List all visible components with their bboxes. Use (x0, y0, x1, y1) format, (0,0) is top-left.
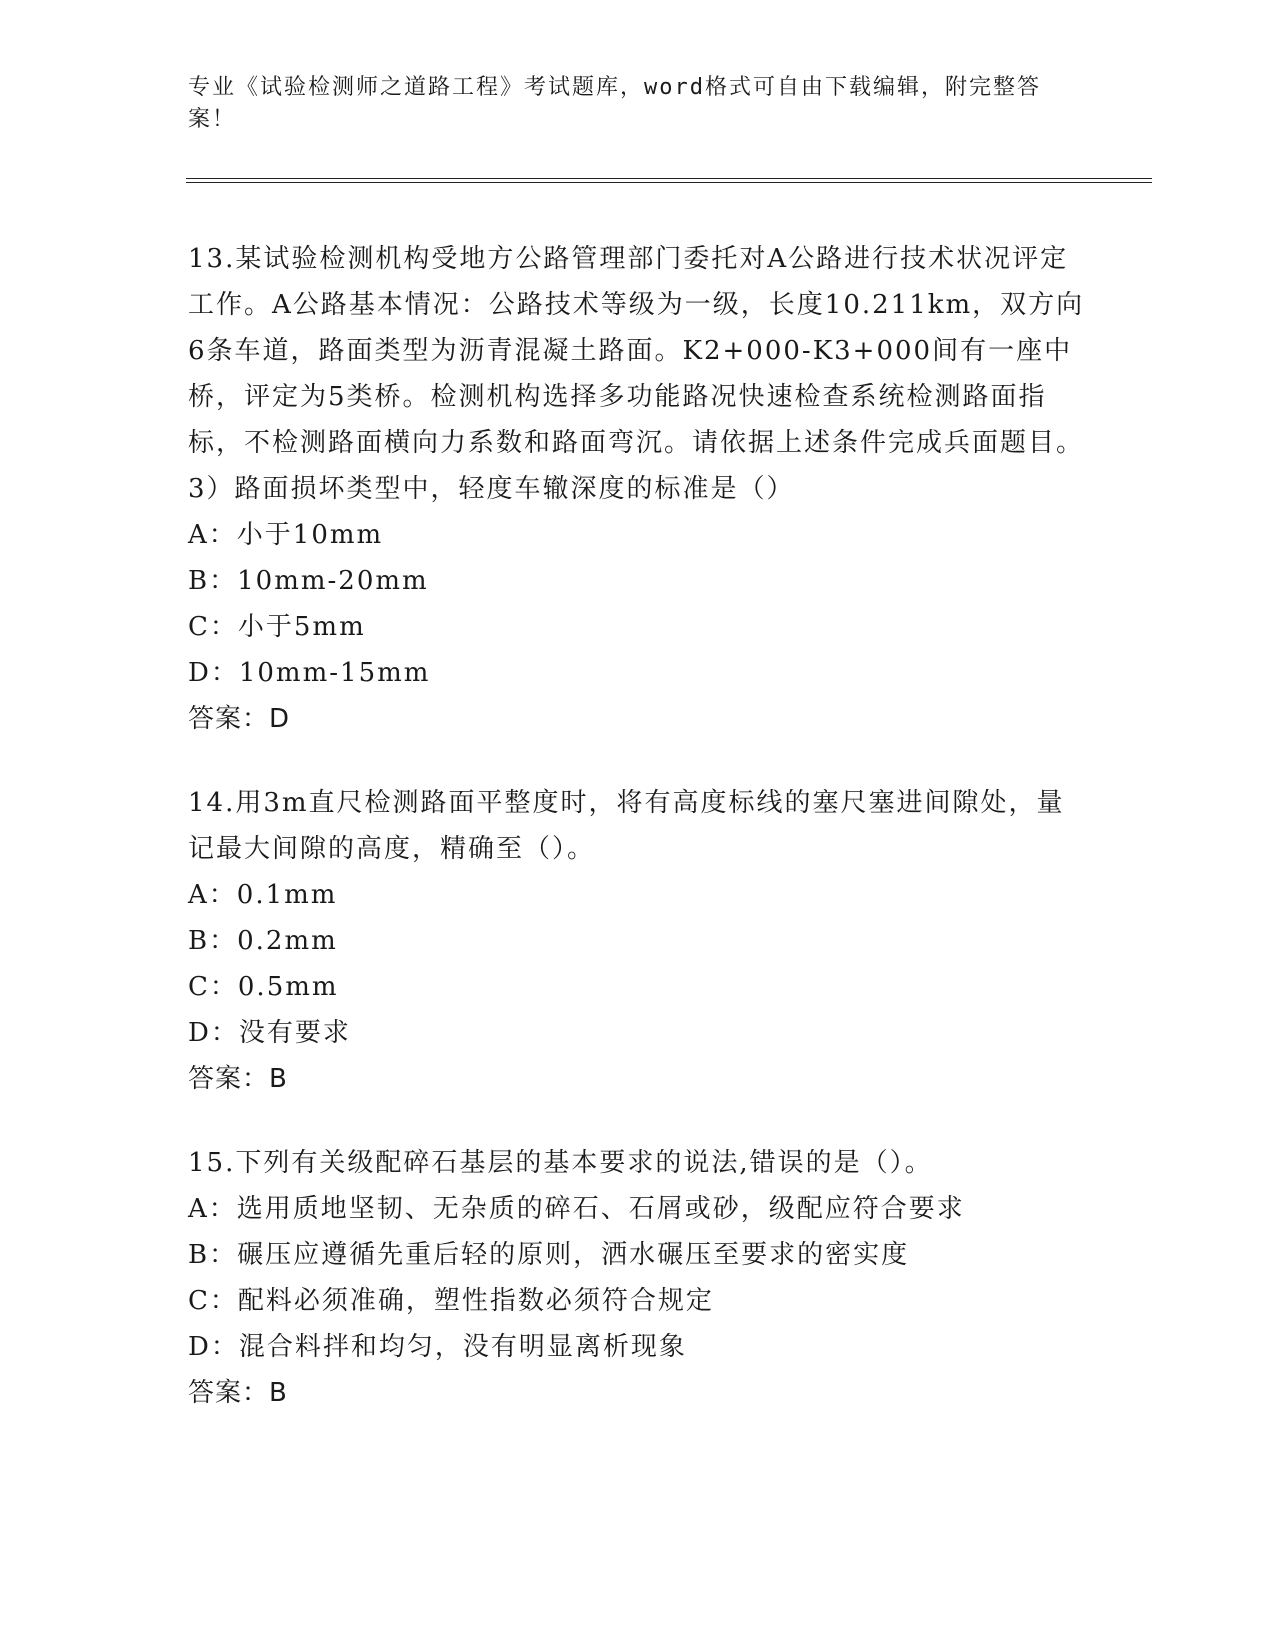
answer: 答案：B (188, 1378, 288, 1408)
question-stem: 14.用3m直尺检测路面平整度时，将有高度标线的塞尺塞进间隙处，量记最大间隙的高度，精确至（）。 (188, 788, 1065, 864)
option-c: C：小于5mm (188, 612, 366, 642)
option-c: C：配料必须准确，塑性指数必须符合规定 (188, 1286, 714, 1316)
option-d: D：没有要求 (188, 1018, 351, 1048)
option-b: B：10mm-20mm (188, 566, 429, 596)
document-header: 专业《试验检测师之道路工程》考试题库，word格式可自由下载编辑，附完整答案！ (188, 75, 1041, 132)
header-divider-bottom (186, 182, 1152, 183)
option-b: B：0.2mm (188, 926, 338, 956)
answer: 答案：D (188, 704, 291, 734)
option-a: A：小于10mm (188, 520, 384, 550)
question-stem: 15.下列有关级配碎石基层的基本要求的说法,错误的是（）。 (188, 1148, 933, 1178)
question-15 (188, 1140, 1088, 1416)
option-d: D：混合料拌和均匀，没有明显离析现象 (188, 1332, 687, 1362)
header-divider-top (186, 178, 1152, 179)
option-a: A：0.1mm (188, 880, 338, 910)
option-b: B：碾压应遵循先重后轻的原则，洒水碾压至要求的密实度 (188, 1240, 910, 1270)
question-14 (188, 780, 1088, 1102)
option-c: C：0.5mm (188, 972, 339, 1002)
option-a: A：选用质地坚韧、无杂质的碎石、石屑或砂，级配应符合要求 (188, 1194, 965, 1224)
question-13 (188, 236, 1088, 742)
answer: 答案：B (188, 1064, 288, 1094)
question-stem: 13.某试验检测机构受地方公路管理部门委托对A公路进行技术状况评定工作。A公路基本情况：公路技术等级为一级，长度10.211km，双方向6条车道，路面类型为沥青混凝土路面。K2+000-K3+000间有一座中桥，评定为5类桥。检测机构选择多功能路况快速检查系统检测路面指标，不检测路面横向力系数和路面弯沉。请依据上述条件完成兵面题目。3）路面损坏类型中，轻度车辙深度的标准是（） (188, 244, 1085, 504)
option-d: D：10mm-15mm (188, 658, 431, 688)
